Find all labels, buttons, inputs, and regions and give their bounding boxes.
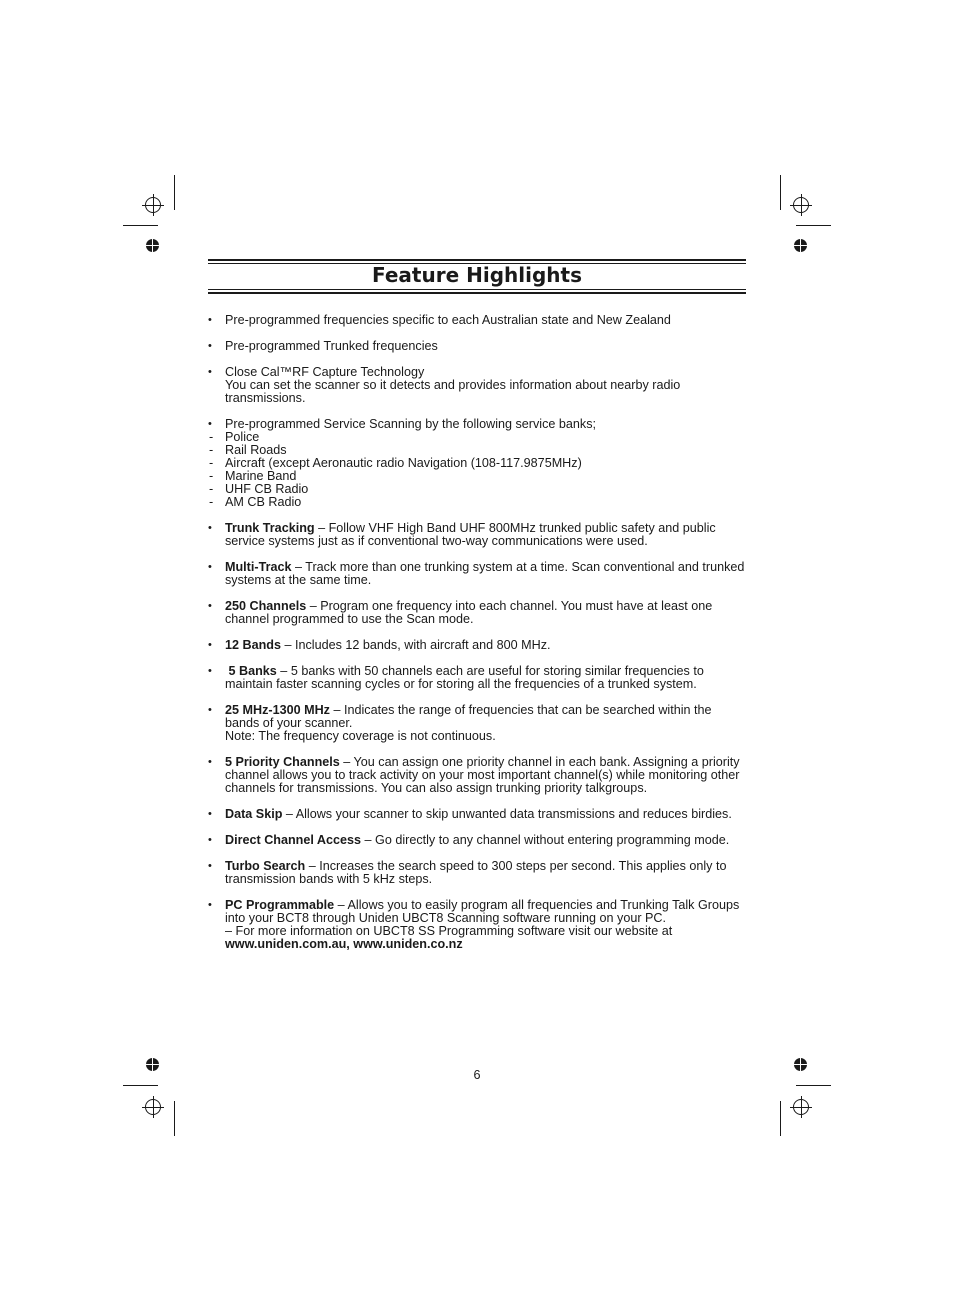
crop-mark-bl-horizontal [123, 1085, 158, 1086]
bullet-icon: • [208, 522, 212, 534]
bullet-icon: • [208, 340, 212, 352]
list-item [208, 756, 748, 795]
bullet-icon: • [208, 639, 212, 651]
bullet-icon: • [208, 899, 212, 911]
sub-item-text: Police [225, 430, 260, 444]
list-item [208, 314, 748, 327]
service-banks-group [208, 418, 748, 509]
feature-description: – Allows you to easily program all frequencies and Trunking Talk Groups into your BCT8 through Uniden UBCT8 Scanning software running on your PC. [225, 898, 740, 925]
list-item [208, 522, 748, 548]
title-rule-top-thick [208, 259, 746, 261]
crop-mark-br-horizontal [796, 1085, 831, 1086]
feature-description: – Track more than one trunking system at a time. Scan conventional and trunked systems at the same time. [225, 560, 745, 587]
page-title: Feature Highlights [372, 263, 582, 287]
feature-description: – Follow VHF High Band UHF 800MHz trunked public safety and public service systems just as if conventional two-way communications were used. [225, 521, 716, 548]
feature-term: Multi-Track [225, 560, 292, 574]
registration-dot-icon [794, 239, 807, 252]
feature-description: – Go directly to any channel without entering programming mode. [361, 833, 730, 847]
feature-line [225, 899, 748, 925]
dash-icon: - [209, 482, 214, 496]
bullet-icon: • [208, 366, 212, 378]
list-item [208, 340, 748, 353]
registration-mark-icon [145, 1099, 161, 1115]
dash-icon: - [209, 495, 214, 509]
feature-term: PC Programmable [225, 898, 335, 912]
feature-description: – Program one frequency into each channel. You must have at least one channel programmed to use the Scan mode. [225, 599, 713, 626]
feature-term: 25 MHz-1300 MHz [225, 703, 330, 717]
feature-term: 5 Priority Channels [225, 755, 340, 769]
crop-mark-tr-vertical [780, 175, 781, 210]
sub-item-text: Rail Roads [225, 443, 287, 457]
website-links [225, 938, 748, 951]
feature-description: – Indicates the range of frequencies that can be searched within the bands of your scanner. [225, 703, 712, 730]
bullet-icon: • [208, 600, 212, 612]
bullet-icon: • [208, 860, 212, 872]
feature-note: Note: The frequency coverage is not continuous. [225, 729, 496, 743]
feature-term: 5 Banks [225, 664, 277, 678]
dash-icon: - [209, 469, 214, 483]
dash-icon: - [209, 443, 214, 457]
feature-list [208, 314, 748, 964]
sub-item-text: Aircraft (except Aeronautic radio Navigation (108-117.9875MHz) [225, 456, 582, 470]
list-item [208, 639, 748, 652]
feature-description: – Increases the search speed to 300 steps per second. This applies only to transmission bands with 5 kHz steps. [225, 859, 727, 886]
bullet-icon: • [208, 418, 212, 430]
registration-mark-icon [793, 197, 809, 213]
feature-term: Data Skip [225, 807, 283, 821]
feature-title: Close Cal™RF Capture Technology [225, 365, 425, 379]
bullet-icon: • [208, 808, 212, 820]
registration-mark-icon [793, 1099, 809, 1115]
registration-mark-icon [145, 197, 161, 213]
title-rule-bottom-thin [208, 289, 746, 290]
feature-description: You can set the scanner so it detects and provides information about nearby radio transmissions. [225, 378, 681, 405]
registration-dot-icon [146, 239, 159, 252]
list-item [208, 860, 748, 886]
list-item [208, 600, 748, 626]
list-item [208, 704, 748, 743]
list-item [208, 665, 748, 691]
feature-term: Direct Channel Access [225, 833, 362, 847]
crop-mark-tl-vertical [174, 175, 175, 210]
sub-list-item [208, 496, 748, 509]
feature-term: 12 Bands [225, 638, 281, 652]
sub-item-text: UHF CB Radio [225, 482, 309, 496]
list-item [208, 418, 748, 431]
feature-more-info: – For more information on UBCT8 SS Programming software visit our website at [225, 924, 673, 938]
bullet-icon: • [208, 704, 212, 716]
bullet-icon: • [208, 314, 212, 326]
list-item [208, 366, 748, 405]
crop-mark-tl-horizontal [123, 225, 158, 226]
feature-text: Pre-programmed Trunked frequencies [225, 339, 438, 353]
list-item [208, 561, 748, 587]
feature-description: – You can assign one priority channel in each bank. Assigning a priority channel allows you to track activity on your most important channel(s) while monitoring other channels for transmissions. You can also assign trunking priority talkgroups. [225, 755, 740, 795]
feature-description: – Includes 12 bands, with aircraft and 800 MHz. [281, 638, 551, 652]
dash-icon: - [209, 430, 214, 444]
crop-mark-tr-horizontal [796, 225, 831, 226]
feature-text: Pre-programmed frequencies specific to each Australian state and New Zealand [225, 313, 671, 327]
bullet-icon: • [208, 756, 212, 768]
dash-icon: - [209, 456, 214, 470]
bullet-icon: • [208, 665, 212, 677]
crop-mark-br-vertical [780, 1101, 781, 1136]
crop-mark-bl-vertical [174, 1101, 175, 1136]
list-item [208, 808, 748, 821]
feature-term: Turbo Search [225, 859, 306, 873]
bullet-icon: • [208, 561, 212, 573]
list-item [208, 899, 748, 951]
feature-description: – Allows your scanner to skip unwanted data transmissions and reduces birdies. [282, 807, 732, 821]
title-rule-bottom-thick [208, 292, 746, 294]
website-urls: www.uniden.com.au, www.uniden.co.nz [225, 937, 463, 951]
feature-term: Trunk Tracking [225, 521, 315, 535]
bullet-icon: • [208, 834, 212, 846]
page-number: 6 [473, 1068, 481, 1082]
feature-description: – 5 banks with 50 channels each are useful for storing similar frequencies to maintain faster scanning cycles or for storing all the frequencies of a trunked system. [225, 664, 704, 691]
feature-text: Pre-programmed Service Scanning by the following service banks; [225, 417, 596, 431]
sub-item-text: Marine Band [225, 469, 297, 483]
sub-list-item [208, 431, 748, 444]
feature-line [225, 704, 748, 730]
list-item [208, 834, 748, 847]
feature-term: 250 Channels [225, 599, 307, 613]
sub-item-text: AM CB Radio [225, 495, 302, 509]
